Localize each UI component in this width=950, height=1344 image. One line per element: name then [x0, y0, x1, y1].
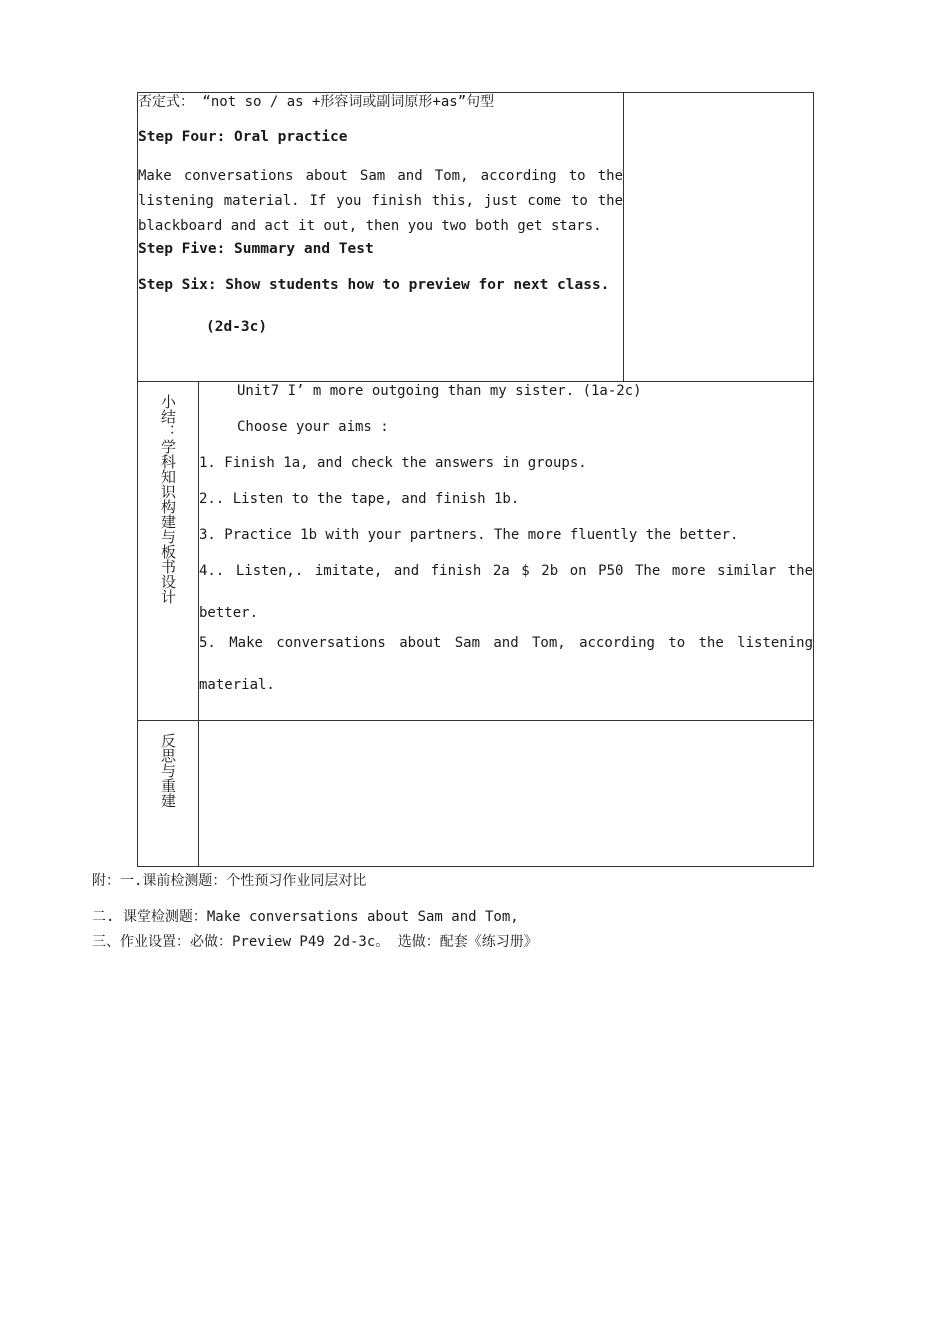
reflection-label: 反思与重建: [159, 733, 177, 808]
table-row-steps: [138, 93, 814, 382]
unit-title: Unit7 I’ m more outgoing than my sister. (1a-2c): [237, 383, 642, 399]
aim-item-5: 5. Make conversations about Sam and Tom, according to the listening material.: [199, 635, 814, 693]
aim-item-2: 2.. Listen to the tape, and finish 1b.: [199, 491, 520, 507]
step-four-heading: Step Four: Oral practice: [138, 129, 348, 145]
reflection-cell: [199, 721, 814, 867]
aim-item-4: 4.. Listen,. imitate, and finish 2a $ 2b on P50 The more similar the better.: [199, 563, 814, 621]
aim-item-1: 1. Finish 1a, and check the answers in groups.: [199, 455, 587, 471]
appendix-line-2: 二. 课堂检测题：Make conversations about Sam and Tom,: [92, 909, 519, 925]
steps-cell: [138, 93, 624, 382]
step-six-heading: Step Six: Show students how to preview for next class.: [138, 277, 610, 293]
notes-column-cell: [624, 93, 814, 382]
reflection-label-cell: [138, 721, 199, 867]
lesson-plan-table: [137, 92, 814, 867]
summary-label: 小结：学科知识构建与板书设计: [159, 394, 177, 604]
negative-form-text: 否定式： “not so / as +形容词或副词原形+as”句型: [138, 94, 495, 110]
step-six-range: (2d-3c): [206, 319, 268, 335]
summary-label-cell: [138, 382, 199, 721]
appendix-line-3: 三、作业设置：必做：Preview P49 2d-3c。 选做：配套《练习册》: [92, 934, 538, 950]
step-four-text: Make conversations about Sam and Tom, according to the listening material. If you finish this, just come to the blackboard and act it out, then you two both get stars.: [138, 168, 624, 234]
summary-cell: [199, 382, 814, 721]
table-row-reflection: [138, 721, 814, 867]
aims-heading: Choose your aims :: [237, 419, 389, 435]
step-five-heading: Step Five: Summary and Test: [138, 241, 374, 257]
appendix-line-1: 附：一.课前检测题：个性预习作业同层对比: [92, 873, 367, 889]
aim-item-3: 3. Practice 1b with your partners. The more fluently the better.: [199, 527, 739, 543]
table-row-summary: [138, 382, 814, 721]
appendix-notes: [92, 872, 538, 951]
